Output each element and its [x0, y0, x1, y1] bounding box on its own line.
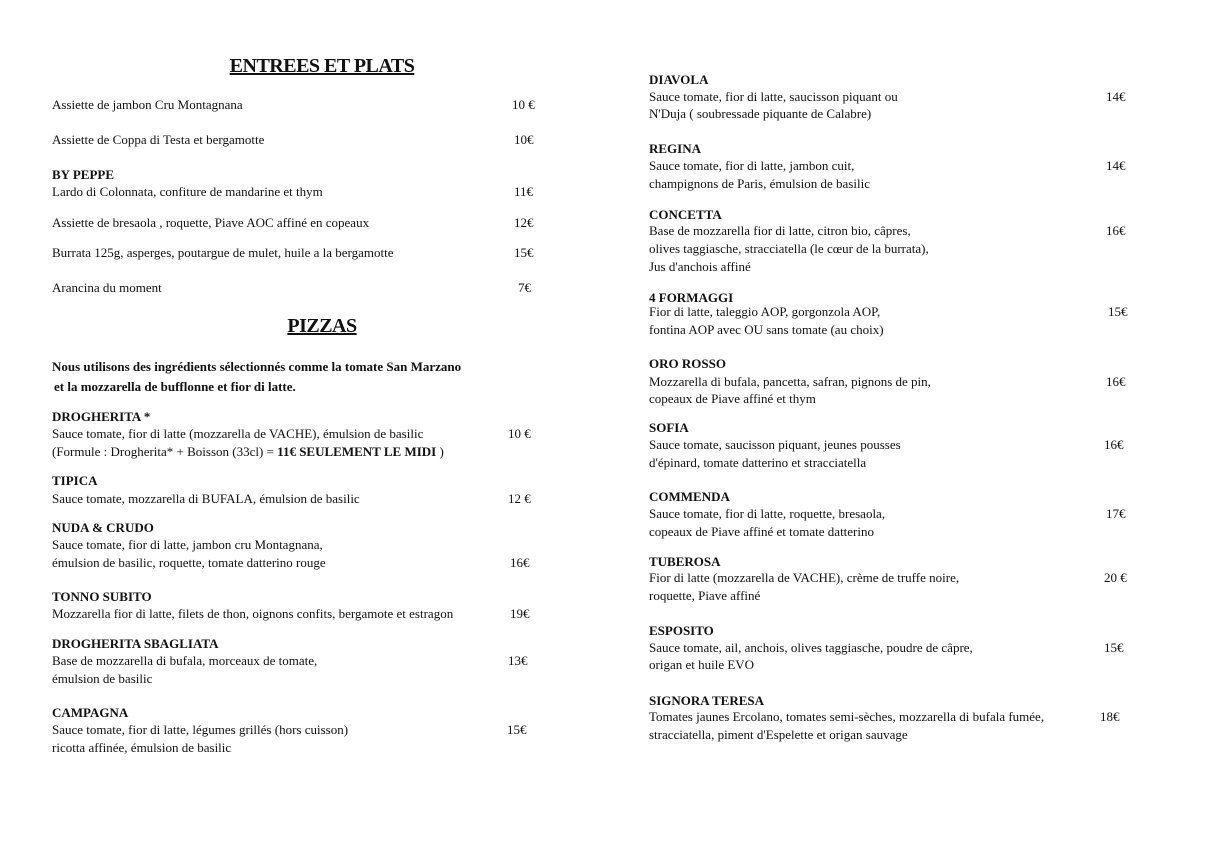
pizzas-heading: PIZZAS	[287, 315, 357, 337]
pizza-name: 4 FORMAGGI	[649, 290, 734, 305]
pizza-name: COMMENDA	[649, 489, 730, 504]
pizza-desc-line: Mozzarella di bufala, pancetta, safran, pignons de pin,	[649, 374, 931, 389]
pizza-desc-line: Base de mozzarella di bufala, morceaux de tomate,	[52, 653, 318, 668]
entree-item-desc: Arancina du moment	[52, 280, 162, 295]
pizza-desc-line: Sauce tomate, saucisson piquant, jeunes pousses	[649, 437, 901, 452]
pizza-price: 20 €	[1104, 570, 1127, 585]
pizza-desc-line: d'épinard, tomate datterino et stracciatella	[649, 455, 867, 470]
pizza-name: ESPOSITO	[649, 623, 714, 638]
pizza-desc-line: Sauce tomate, fior di latte, jambon cuit,	[649, 158, 855, 173]
pizza-price: 15€	[507, 722, 527, 737]
formule-close: )	[436, 444, 444, 459]
pizza-desc-line: Sauce tomate, ail, anchois, olives taggiasche, poudre de câpre,	[649, 640, 973, 655]
pizza-name: ORO ROSSO	[649, 356, 726, 371]
pizza-price: 16€	[1104, 437, 1124, 452]
pizza-desc-line: fontina AOP avec OU sans tomate (au choix)	[649, 322, 884, 337]
entree-item-price: 10€	[514, 132, 534, 147]
pizzas-intro-line: et la mozzarella de bufflonne et fior di latte.	[54, 379, 296, 394]
pizza-name: SIGNORA TERESA	[649, 693, 764, 708]
pizza-name: CONCETTA	[649, 207, 722, 222]
pizza-price: 15€	[1108, 304, 1128, 319]
pizza-name: REGINA	[649, 141, 702, 156]
pizza-desc-line: copeaux de Piave affiné et tomate datterino	[649, 524, 874, 539]
pizza-desc-line: émulsion de basilic	[52, 671, 153, 686]
pizza-price: 14€	[1106, 158, 1126, 173]
pizza-desc-line: Jus d'anchois affiné	[649, 259, 751, 274]
entree-item-desc: Lardo di Colonnata, confiture de mandarine et thym	[52, 184, 323, 199]
pizza-desc-line: Sauce tomate, fior di latte, saucisson piquant ou	[649, 89, 898, 104]
formule-text: (Formule : Drogherita* + Boisson (33cl) =	[52, 444, 278, 459]
pizza-desc-line: Sauce tomate, fior di latte, légumes grillés (hors cuisson)	[52, 722, 349, 737]
entree-item-desc: Assiette de bresaola , roquette, Piave AOC affiné en copeaux	[52, 215, 370, 230]
pizzas-intro-line: Nous utilisons des ingrédients sélectionnés comme la tomate San Marzano	[52, 359, 462, 374]
pizza-desc-line: Base de mozzarella fior di latte, citron bio, câpres,	[649, 223, 911, 238]
entree-item-price: 12€	[514, 215, 534, 230]
pizza-desc-line: Fior di latte (mozzarella de VACHE), crème de truffe noire,	[649, 570, 960, 585]
pizza-desc-line: Sauce tomate, fior di latte (mozzarella de VACHE), émulsion de basilic	[52, 426, 424, 441]
entree-item-name: BY PEPPE	[52, 167, 114, 182]
entree-item-desc: Assiette de Coppa di Testa et bergamotte	[52, 132, 265, 147]
entrees-heading: ENTREES ET PLATS	[229, 55, 415, 77]
pizza-price: 17€	[1106, 506, 1126, 521]
pizza-name: DIAVOLA	[649, 72, 709, 87]
pizza-desc-line: Sauce tomate, fior di latte, jambon cru Montagnana,	[52, 537, 323, 552]
pizza-price: 18€	[1100, 709, 1120, 724]
pizza-name: DROGHERITA SBAGLIATA	[52, 636, 219, 651]
pizza-price: 12 €	[508, 491, 531, 506]
pizza-price: 16€	[1106, 374, 1126, 389]
pizza-desc-line: N'Duja ( soubressade piquante de Calabre)	[649, 106, 872, 121]
pizza-price: 14€	[1106, 89, 1126, 104]
pizza-price: 15€	[1104, 640, 1124, 655]
entree-item-price: 15€	[514, 245, 534, 260]
pizza-desc-line: champignons de Paris, émulsion de basilic	[649, 176, 870, 191]
pizza-desc-line: stracciatella, piment d'Espelette et origan sauvage	[649, 727, 908, 742]
formule-offer: 11€ SEULEMENT LE MIDI	[277, 444, 437, 459]
pizza-name: TIPICA	[52, 473, 98, 488]
pizza-desc-line: Tomates jaunes Ercolano, tomates semi-sèches, mozzarella di bufala fumée,	[649, 709, 1045, 724]
pizza-name: TUBEROSA	[649, 554, 721, 569]
pizza-price: 16€	[1106, 223, 1126, 238]
pizza-desc-line: origan et huile EVO	[649, 657, 755, 672]
pizza-desc-line: roquette, Piave affiné	[649, 588, 761, 603]
pizza-name: DROGHERITA *	[52, 409, 151, 424]
pizza-desc-line: ricotta affinée, émulsion de basilic	[52, 740, 232, 755]
pizza-desc-line: Fior di latte, taleggio AOP, gorgonzola AOP,	[649, 304, 881, 319]
pizza-desc-line: olives taggiasche, stracciatella (le cœur de la burrata),	[649, 241, 929, 256]
pizza-name: NUDA & CRUDO	[52, 520, 154, 535]
pizza-name: CAMPAGNA	[52, 705, 129, 720]
entree-item-price: 7€	[518, 280, 531, 295]
entree-item-price: 11€	[514, 184, 534, 199]
entree-item-desc: Burrata 125g, asperges, poutargue de mulet, huile a la bergamotte	[52, 245, 394, 260]
pizza-price: 19€	[510, 606, 530, 621]
entree-item-desc: Assiette de jambon Cru Montagnana	[52, 97, 243, 112]
pizza-price: 16€	[510, 555, 530, 570]
entree-item-price: 10 €	[512, 97, 535, 112]
pizza-price: 10 €	[508, 426, 531, 441]
pizza-price: 13€	[508, 653, 528, 668]
pizza-desc-line: émulsion de basilic, roquette, tomate datterino rouge	[52, 555, 326, 570]
pizza-name: TONNO SUBITO	[52, 589, 152, 604]
pizza-desc-line: Sauce tomate, mozzarella di BUFALA, émulsion de basilic	[52, 491, 360, 506]
pizza-name: SOFIA	[649, 420, 689, 435]
pizza-desc-line: copeaux de Piave affiné et thym	[649, 391, 816, 406]
pizza-desc-line: Sauce tomate, fior di latte, roquette, bresaola,	[649, 506, 886, 521]
pizza-desc-line: Mozzarella fior di latte, filets de thon, oignons confits, bergamote et estragon	[52, 606, 454, 621]
pizza-formule-line	[52, 443, 444, 461]
